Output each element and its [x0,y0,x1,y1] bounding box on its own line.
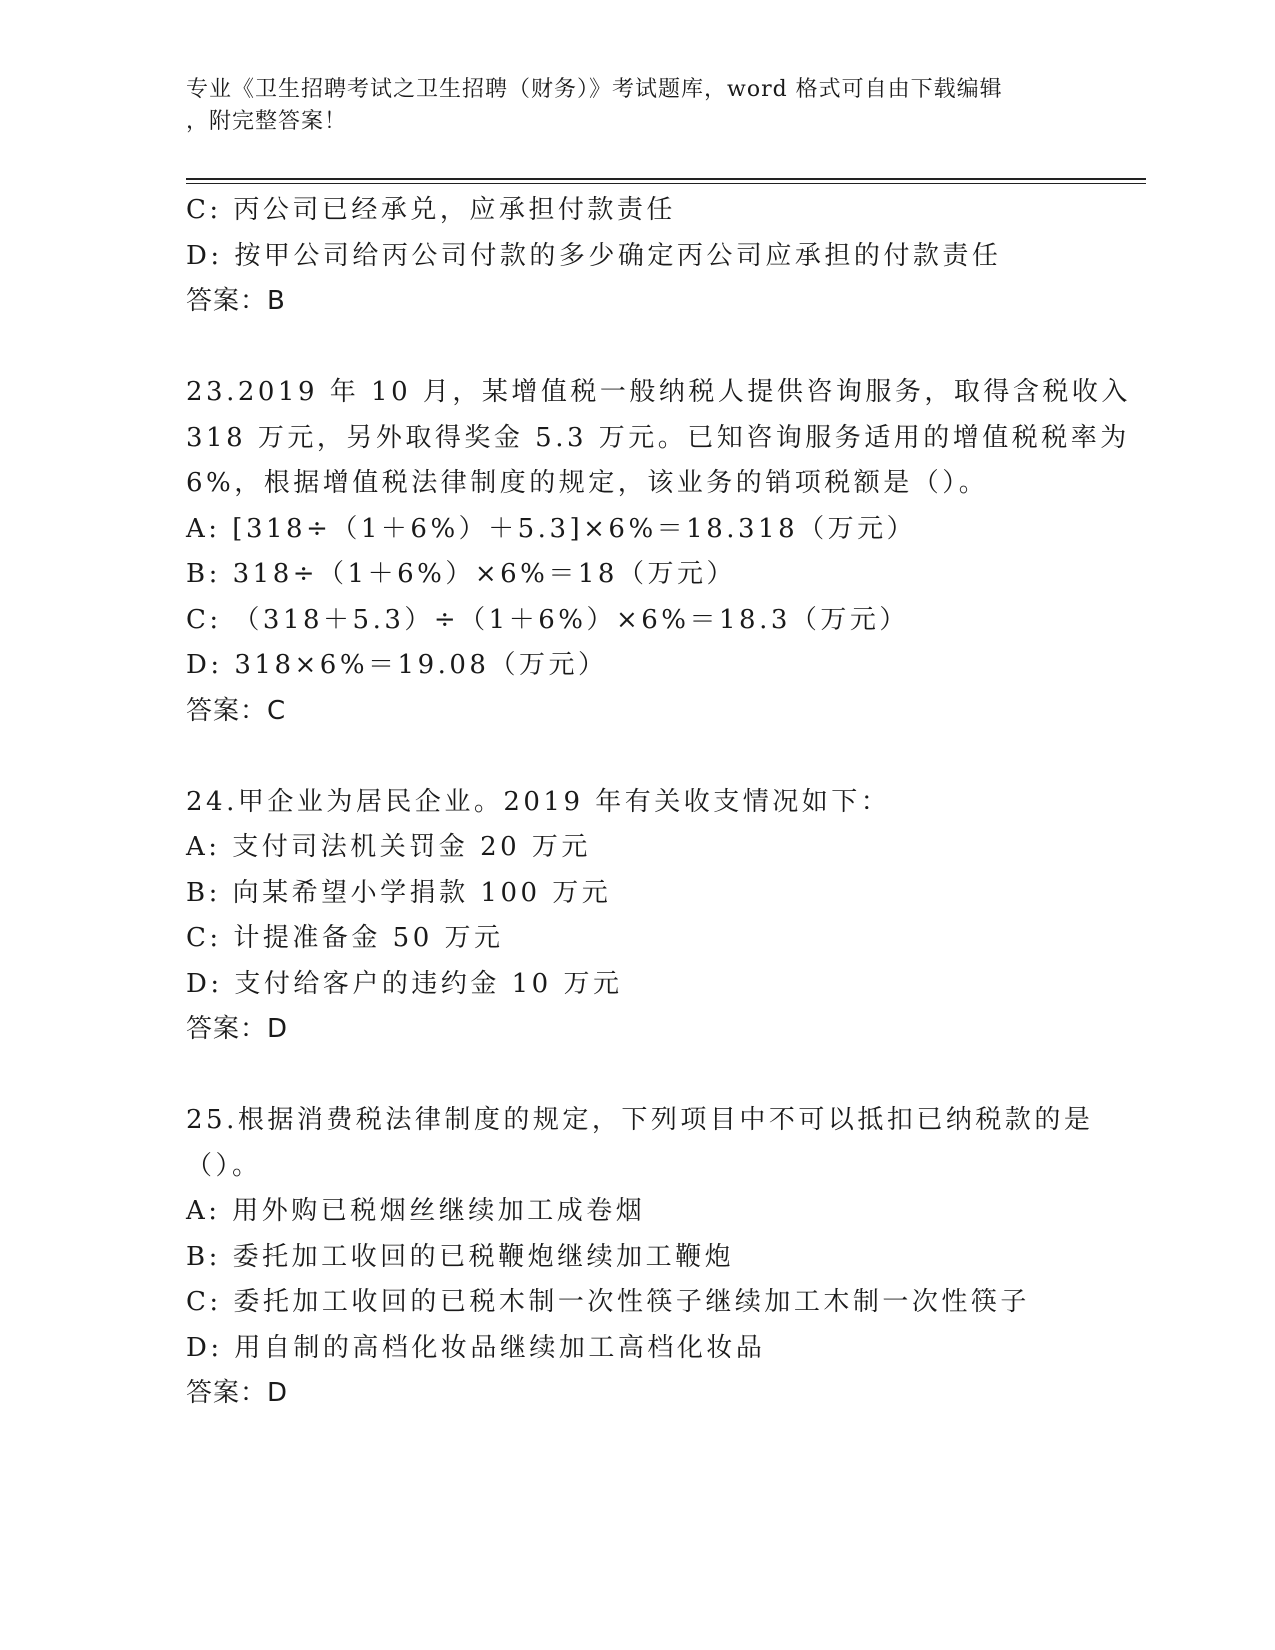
question-block-25 [186,1098,1094,1417]
question-stem: 23.2019 年 10 月，某增值税一般纳税人提供咨询服务，取得含税收入 [186,377,1131,407]
document-body [186,188,1131,1417]
option-a: A: 用外购已税烟丝继续加工成卷烟 [186,1196,646,1226]
header-line-1: 专业《卫生招聘考试之卫生招聘（财务）》考试题库，word 格式可自由下载编辑 [186,77,1003,102]
header-line-2: ，附完整答案！ [186,109,348,134]
question-stem: 6%，根据增值税法律制度的规定，该业务的销项税额是（）。 [186,468,989,498]
spacer [186,325,1086,371]
option-b: B: 委托加工收回的已税鞭炮继续加工鞭炮 [186,1241,735,1272]
answer: 答案：D [186,1014,289,1044]
option-d: D: 按甲公司给丙公司付款的多少确定丙公司应承担的付款责任 [186,240,1002,271]
option-d: D: 318×6%＝19.08（万元） [186,650,608,680]
option-b: B: 318÷（1＋6%）×6%＝18（万元） [186,559,736,589]
question-block-24 [186,780,1086,1053]
header-divider-thin [186,183,1146,184]
question-stem: 318 万元，另外取得奖金 5.3 万元。已知咨询服务适用的增值税税率为 [186,422,1130,453]
option-c: C: 委托加工收回的已税木制一次性筷子继续加工木制一次性筷子 [186,1287,1030,1317]
header-divider-thick [186,178,1146,180]
question-stem: 24.甲企业为居民企业。2019 年有关收支情况如下： [186,786,891,817]
question-stem: 25.根据消费税法律制度的规定，下列项目中不可以抵扣已纳税款的是 [186,1105,1094,1135]
answer: 答案：C [186,695,287,726]
spacer [186,734,1086,780]
option-a: A: 支付司法机关罚金 20 万元 [186,832,591,862]
spacer [186,1053,1086,1099]
option-c: C: （318＋5.3）÷（1＋6%）×6%＝18.3（万元） [186,604,909,635]
question-block-22 [186,188,1086,325]
document-header [186,74,1086,138]
answer: 答案：D [186,1378,289,1408]
option-b: B: 向某希望小学捐款 100 万元 [186,877,612,908]
answer: 答案：B [186,286,286,316]
option-d: D: 用自制的高档化妆品继续加工高档化妆品 [186,1332,766,1363]
question-block-23 [186,370,1131,734]
option-d: D: 支付给客户的违约金 10 万元 [186,968,623,999]
option-a: A: [318÷（1＋6%）＋5.3]×6%＝18.318（万元） [186,513,917,544]
option-c: C: 计提准备金 50 万元 [186,923,504,953]
question-stem: （）。 [186,1150,262,1181]
option-c: C: 丙公司已经承兑，应承担付款责任 [186,195,676,225]
